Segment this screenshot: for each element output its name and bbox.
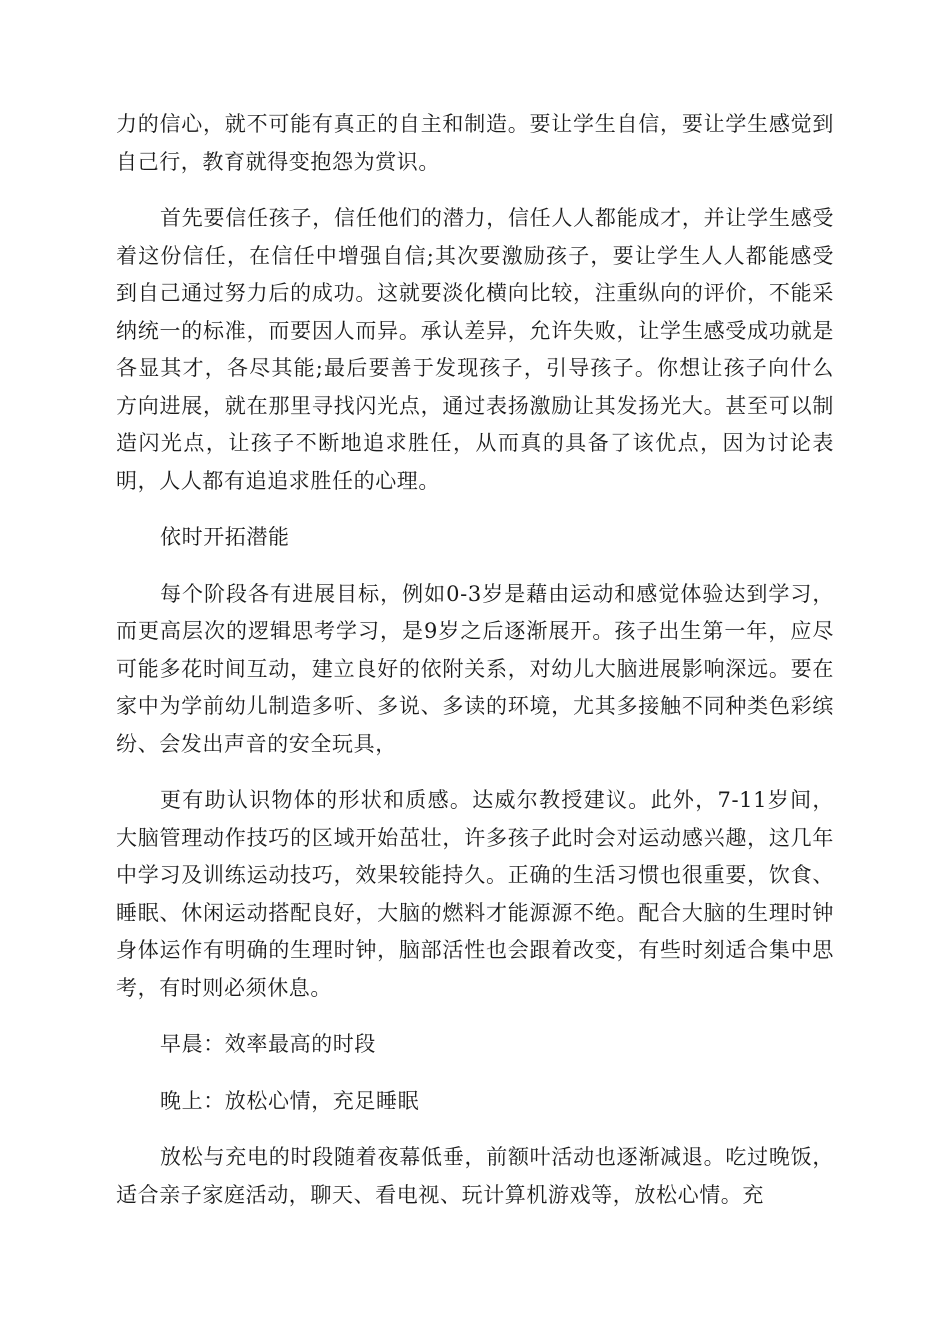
paragraph-1: 力的信心，就不可能有真正的自主和制造。要让学生自信，要让学生感觉到自己行，教育就得变抱怨为赏识。	[116, 112, 834, 174]
paragraph-5: 放松与充电的时段随着夜幕低垂，前额叶活动也逐渐减退。吃过晚饭，适合亲子家庭活动，聊天、看电视、玩计算机游戏等，放松心情。充	[116, 1145, 834, 1207]
section-heading-potential: 依时开拓潜能	[160, 525, 290, 549]
paragraph-3: 每个阶段各有进展目标，例如0-3岁是藉由运动和感觉体验达到学习，而更高层次的逻辑思考学习，是9岁之后逐渐展开。孩子出生第一年，应尽可能多花时间互动，建立良好的依附关系，对幼儿大脑进展影响深远。要在家中为学前幼儿制造多听、多说、多读的环境，尤其多接触不同种类色彩缤纷、会发出声音的安全玩具，	[116, 581, 834, 756]
evening-heading: 晚上：放松心情，充足睡眠	[160, 1088, 420, 1113]
paragraph-4: 更有助认识物体的形状和质感。达威尔教授建议。此外，7-11岁间，大脑管理动作技巧的区域开始茁壮，许多孩子此时会对运动感兴趣，这几年中学习及训练运动技巧，效果较能持久。正确的生活习惯也很重要，饮食、睡眠、休闲运动搭配良好，大脑的燃料才能源源不绝。配合大脑的生理时钟身体运作有明确的生理时钟，脑部活性也会跟着改变，有些时刻适合集中思考，有时则必须休息。	[116, 788, 834, 1000]
morning-heading: 早晨：效率最高的时段	[160, 1032, 376, 1056]
paragraph-2: 首先要信任孩子，信任他们的潜力，信任人人都能成才，并让学生感受着这份信任，在信任中增强自信;其次要激励孩子，要让学生人人都能感受到自己通过努力后的成功。这就要淡化横向比较，注重纵向的评价，不能采纳统一的标准，而要因人而异。承认差异，允许失败，让学生感受成功就是各显其才，各尽其能;最后要善于发现孩子，引导孩子。你想让孩子向什么方向进展，就在那里寻找闪光点，通过表扬激励让其发扬光大。甚至可以制造闪光点，让孩子不断地追求胜任，从而真的具备了该优点，因为讨论表明，人人都有追追求胜任的心理。	[116, 206, 834, 493]
document-body	[116, 106, 834, 1233]
